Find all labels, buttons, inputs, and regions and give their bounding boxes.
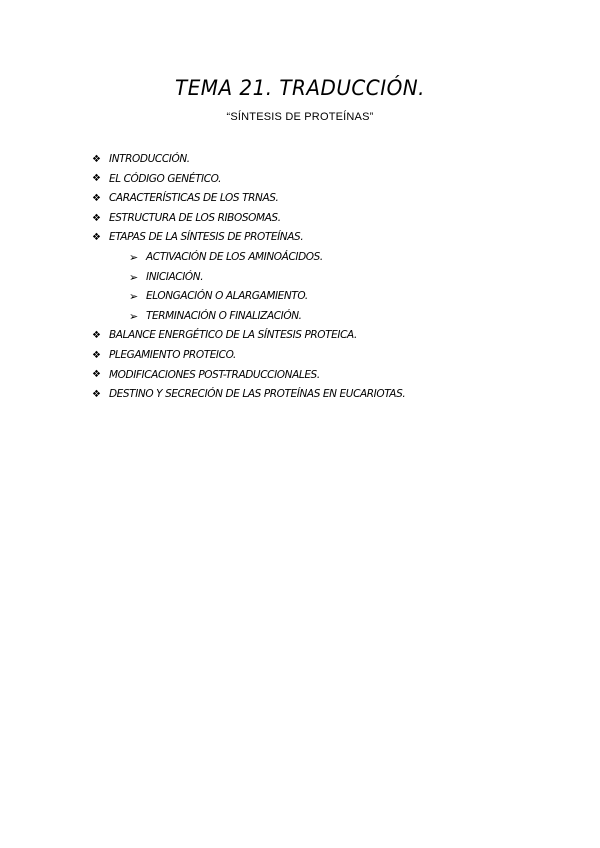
list-item-label: INTRODUCCIÓN. [109, 153, 190, 165]
diamond-four-dots-icon: ❖ [92, 232, 101, 244]
sub-list-item [92, 248, 405, 268]
list-item-label: PLEGAMIENTO PROTEICO. [109, 348, 236, 361]
list-item-label: DESTINO Y SECRECIÓN DE LAS PROTEÍNAS EN EUCARIOTAS. [109, 388, 406, 401]
arrowhead-icon: ➢ [129, 290, 139, 304]
arrowhead-icon: ➢ [129, 270, 139, 284]
list-item-label: ESTRUCTURA DE LOS RIBOSOMAS. [109, 211, 281, 224]
sub-list-item [92, 268, 405, 288]
table-of-contents [92, 150, 405, 405]
diamond-four-dots-icon: ❖ [92, 192, 101, 204]
arrowhead-icon: ➢ [129, 251, 139, 265]
list-item-label: INICIACIÓN. [146, 270, 204, 283]
list-item [92, 326, 405, 346]
list-item [92, 228, 405, 248]
page-title: TEMA 21. TRADUCCIÓN. [175, 76, 425, 100]
list-item [92, 385, 405, 405]
list-item-label: MODIFICACIONES POST-TRADUCCIONALES. [109, 368, 320, 381]
list-item-label: TERMINACIÓN O FINALIZACIÓN. [146, 309, 302, 322]
list-item-label: ELONGACIÓN O ALARGAMIENTO. [146, 290, 308, 303]
diamond-four-dots-icon: ❖ [92, 212, 101, 224]
list-item [92, 366, 405, 386]
diamond-four-dots-icon: ❖ [92, 153, 101, 165]
list-item [92, 209, 405, 229]
list-item-label: BALANCE ENERGÉTICO DE LA SÍNTESIS PROTEICA. [109, 329, 357, 342]
arrowhead-icon: ➢ [129, 310, 139, 324]
list-item [92, 170, 405, 190]
sub-list-item [92, 307, 405, 327]
list-item [92, 346, 405, 366]
list-item-label: ETAPAS DE LA SÍNTESIS DE PROTEÍNAS. [109, 231, 304, 244]
page-subtitle: “SÍNTESIS DE PROTEÍNAS” [226, 111, 374, 123]
diamond-four-dots-icon: ❖ [92, 173, 101, 185]
list-item [92, 189, 405, 209]
sub-list-item [92, 287, 405, 307]
diamond-four-dots-icon: ❖ [92, 330, 101, 342]
diamond-four-dots-icon: ❖ [92, 349, 101, 361]
diamond-four-dots-icon: ❖ [92, 388, 101, 400]
list-item [92, 150, 405, 170]
list-item-label: EL CÓDIGO GENÉTICO. [109, 172, 222, 185]
list-item-label: ACTIVACIÓN DE LOS AMINOÁCIDOS. [146, 250, 323, 263]
diamond-four-dots-icon: ❖ [92, 369, 101, 381]
list-item-label: CARACTERÍSTICAS DE LOS TRNAS. [109, 192, 279, 205]
